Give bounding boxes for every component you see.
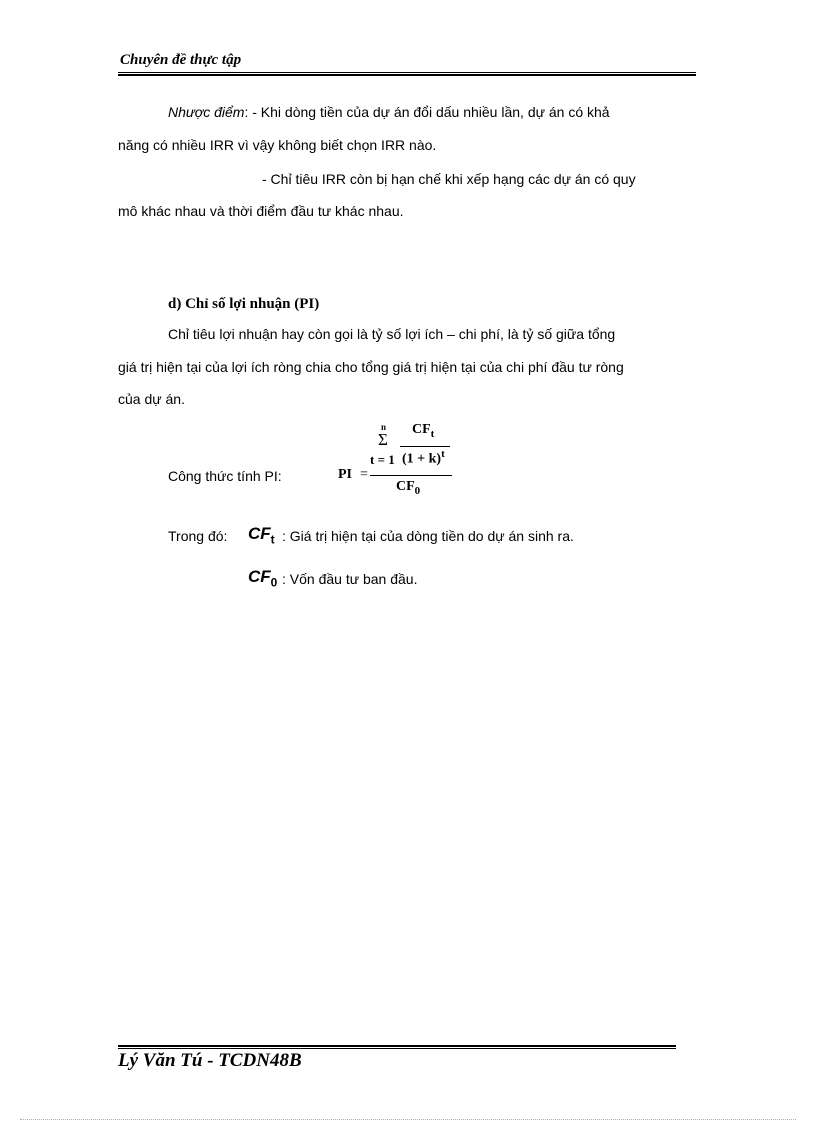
para3-line3: của dự án. [118, 391, 185, 407]
inner-fraction-bar [400, 446, 450, 447]
outer-fraction-bar [370, 475, 452, 476]
trong-do-label: Trong đó: [168, 528, 228, 544]
definition-cf-0: : Vốn đầu tư ban đầu. [282, 571, 418, 587]
definition-cf-t: : Giá trị hiện tại của dòng tiền do dự án sinh ra. [282, 528, 574, 544]
para3-line2: giá trị hiện tại của lợi ích ròng chia cho tổng giá trị hiện tại của chi phí đầu tư ròng [118, 359, 624, 375]
sum-lower: t = 1 [370, 452, 395, 467]
sum-symbol: Σ [378, 430, 388, 449]
footer-rule [118, 1045, 676, 1049]
pi-formula [338, 422, 458, 504]
para1-label: Nhược điểm [168, 104, 245, 120]
formula-label: Công thức tính PI: [168, 468, 282, 484]
page-bottom-border [20, 1119, 796, 1120]
cf-t-symbol: $CF_t$ [248, 524, 275, 547]
para3-line1: Chỉ tiêu lợi nhuận hay còn gọi là tỷ số lợi ích – chi phí, là tỷ số giữa tổng [168, 326, 616, 342]
para1-line2: năng có nhiều IRR vì vậy không biết chọn IRR nào. [118, 137, 437, 153]
outer-denominator: $CF_0$ [396, 479, 421, 497]
header-rule [118, 72, 696, 76]
inner-numerator: $CF_t$ [412, 422, 435, 440]
para2-line2: mô khác nhau và thời điểm đầu tư khác nhau. [118, 203, 404, 219]
footer-author: Lý Văn Tú - TCDN48B [118, 1050, 302, 1071]
inner-denominator: $(1 + k)^t$ [402, 448, 445, 467]
sum-upper: n [381, 422, 387, 432]
section-heading: d) Chỉ số lợi nhuận (PI) [168, 296, 320, 312]
para1-line1-text: : - Khi dòng tiền của dự án đổi dấu nhiều lần, dự án có khả [244, 104, 610, 120]
para2-line1: - Chỉ tiêu IRR còn bị hạn chế khi xếp hạng các dự án có quy [262, 171, 636, 187]
formula-equals: = [360, 467, 368, 482]
cf-0-symbol: $CF_0$ [248, 567, 278, 590]
header-title: Chuyên đề thực tập [120, 52, 242, 68]
para1-line1 [168, 104, 696, 121]
formula-lhs: PI [338, 467, 352, 482]
